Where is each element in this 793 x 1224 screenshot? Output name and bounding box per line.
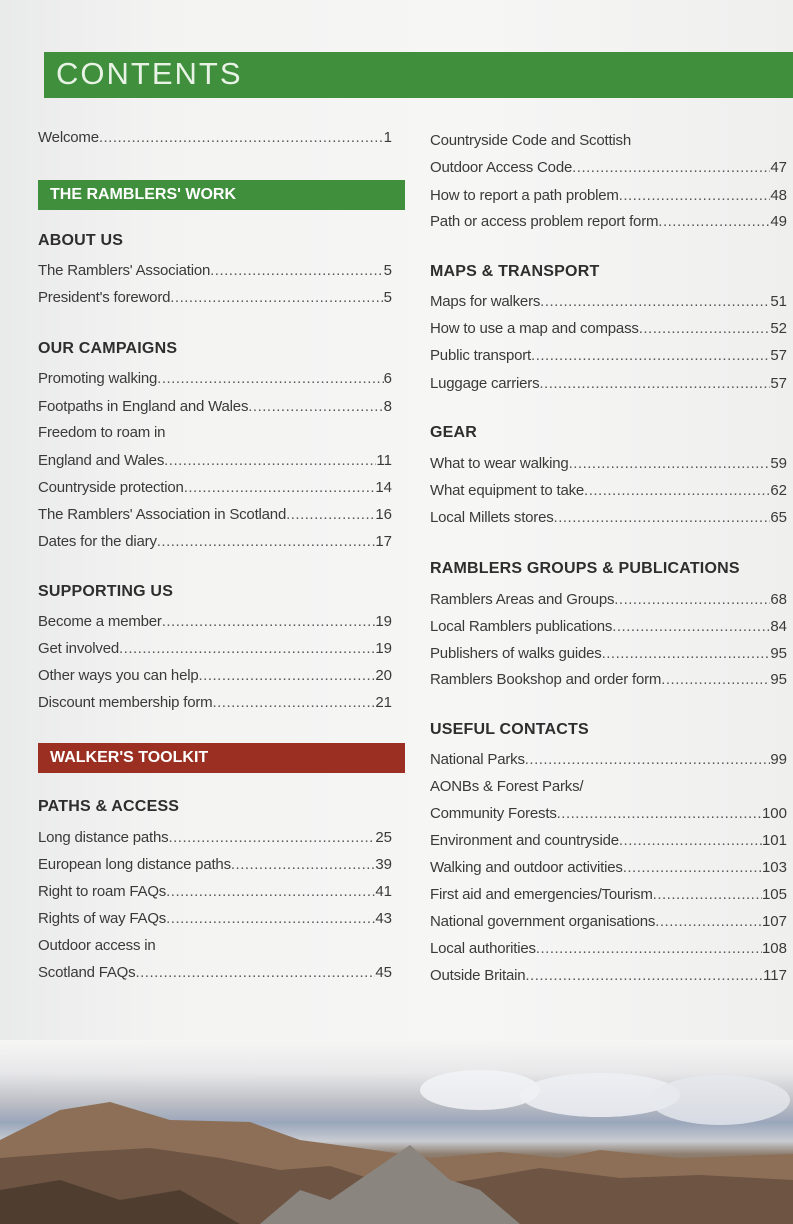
- toc-entry[interactable]: [38, 530, 392, 554]
- toc-entry-title: Ramblers Areas and Groups: [430, 591, 615, 608]
- toc-entry[interactable]: [430, 210, 787, 234]
- toc-page-number: 48: [770, 187, 787, 204]
- dot-leader: [539, 372, 770, 396]
- toc-page-number: 6: [383, 370, 392, 387]
- dot-leader: [157, 367, 384, 391]
- toc-page-number: 8: [383, 398, 392, 415]
- toc-entry[interactable]: [38, 449, 392, 473]
- toc-entry[interactable]: [38, 286, 392, 310]
- toc-page-number: 105: [761, 886, 787, 903]
- toc-page-number: 107: [761, 913, 787, 930]
- toc-page-number: 11: [376, 452, 392, 469]
- dot-leader: [557, 802, 762, 826]
- dot-leader: [569, 452, 771, 476]
- toc-entry-title: Walking and outdoor activities: [430, 859, 623, 876]
- toc-entry[interactable]: [430, 615, 787, 639]
- toc-entry-title: Publishers of walks guides: [430, 645, 602, 662]
- toc-entry-title: Freedom to roam in: [38, 424, 166, 441]
- dot-leader: [612, 615, 770, 639]
- toc-entry[interactable]: [38, 421, 392, 445]
- dot-leader: [658, 210, 770, 234]
- dot-leader: [162, 610, 376, 634]
- section-heading-ramblers-groups-publications: RAMBLERS GROUPS & PUBLICATIONS: [430, 560, 740, 577]
- toc-entry[interactable]: [38, 664, 392, 688]
- toc-entry-title: How to report a path problem: [430, 187, 619, 204]
- dot-leader: [619, 829, 762, 853]
- toc-entry-title: The Ramblers' Association: [38, 262, 211, 279]
- dot-leader: [525, 748, 771, 772]
- toc-entry-title: European long distance paths: [38, 856, 231, 873]
- toc-page-number: 51: [770, 293, 787, 310]
- dot-leader: [554, 506, 771, 530]
- toc-page-number: 20: [375, 667, 392, 684]
- toc-entry-title: How to use a map and compass: [430, 320, 639, 337]
- toc-page-number: 52: [770, 320, 787, 337]
- dot-leader: [614, 588, 770, 612]
- toc-entry[interactable]: [430, 748, 787, 772]
- toc-entry[interactable]: [430, 856, 787, 880]
- toc-entry[interactable]: [38, 853, 392, 877]
- page-title: CONTENTS: [56, 56, 243, 91]
- toc-page-number: 95: [770, 645, 787, 662]
- dot-leader: [157, 530, 376, 554]
- toc-entry-title: Environment and countryside: [430, 832, 619, 849]
- toc-entry-title: First aid and emergencies/Tourism: [430, 886, 653, 903]
- dot-leader: [531, 344, 770, 368]
- toc-entry-title: Welcome: [38, 129, 99, 146]
- toc-entry-title: The Ramblers' Association in Scotland: [38, 506, 287, 523]
- toc-entry[interactable]: [38, 476, 392, 500]
- toc-entry-title: Promoting walking: [38, 370, 158, 387]
- toc-entry[interactable]: [430, 829, 787, 853]
- toc-page-number: 49: [770, 213, 787, 230]
- toc-entry[interactable]: [430, 344, 787, 368]
- section-heading-paths-access: PATHS & ACCESS: [38, 798, 180, 815]
- toc-page-number: 57: [770, 347, 787, 364]
- toc-page-number: 5: [383, 289, 392, 306]
- toc-page-number: 25: [375, 829, 392, 846]
- toc-entry[interactable]: [38, 880, 392, 904]
- dot-leader: [286, 503, 375, 527]
- toc-entry-title: Discount membership form: [38, 694, 213, 711]
- toc-entry-title: National government organisations: [430, 913, 656, 930]
- dot-leader: [540, 290, 770, 314]
- toc-entry-title: Long distance paths: [38, 829, 169, 846]
- toc-page-number: 1: [383, 129, 392, 146]
- toc-page-number: 117: [763, 967, 787, 984]
- toc-entry-title: National Parks: [430, 751, 525, 768]
- toc-entry-title: Local authorities: [430, 940, 536, 957]
- toc-entry-title: Public transport: [430, 347, 532, 364]
- toc-entry[interactable]: [38, 637, 392, 661]
- section-heading-our-campaigns: OUR CAMPAIGNS: [38, 340, 178, 357]
- toc-page-number: 16: [375, 506, 392, 523]
- dot-leader: [619, 184, 771, 208]
- dot-leader: [639, 317, 771, 341]
- toc-entry-title: Path or access problem report form: [430, 213, 659, 230]
- mountain-illustration: [0, 1040, 793, 1224]
- toc-page-number: 100: [761, 805, 787, 822]
- toc-entry-title: Become a member: [38, 613, 162, 630]
- section-heading-gear: GEAR: [430, 424, 478, 441]
- toc-entry-title: Community Forests: [430, 805, 557, 822]
- toc-entry[interactable]: [430, 129, 787, 153]
- toc-entry-title: Get involved: [38, 640, 119, 657]
- dot-leader: [655, 910, 762, 934]
- toc-page-number: 21: [375, 694, 392, 711]
- toc-entry-title: Outside Britain: [430, 967, 526, 984]
- toc-page-number: 68: [770, 591, 787, 608]
- dot-leader: [572, 156, 770, 180]
- dot-leader: [212, 691, 375, 715]
- dot-leader: [99, 126, 384, 150]
- dot-leader: [135, 961, 375, 985]
- toc-page-number: 57: [770, 375, 787, 392]
- toc-entry-title: Rights of way FAQs: [38, 910, 167, 927]
- dot-leader: [525, 964, 763, 988]
- toc-page-number: 108: [761, 940, 787, 957]
- toc-entry[interactable]: [430, 910, 787, 934]
- toc-entry[interactable]: [430, 883, 787, 907]
- section-heading-about-us: ABOUT US: [38, 232, 124, 249]
- dot-leader: [119, 637, 375, 661]
- section-heading-supporting-us: SUPPORTING US: [38, 583, 174, 600]
- toc-page-number: 84: [770, 618, 787, 635]
- toc-entry-title: AONBs & Forest Parks/: [430, 778, 584, 795]
- dot-leader: [661, 668, 770, 692]
- toc-entry[interactable]: [38, 934, 392, 958]
- toc-entry[interactable]: [430, 802, 787, 826]
- dot-leader: [210, 259, 384, 283]
- toc-entry[interactable]: [38, 610, 392, 634]
- toc-entry[interactable]: [430, 668, 787, 692]
- toc-entry-title: Countryside protection: [38, 479, 184, 496]
- toc-page-number: 103: [761, 859, 787, 876]
- toc-entry[interactable]: [38, 826, 392, 850]
- toc-page-number: 41: [375, 883, 392, 900]
- toc-entry-title: Maps for walkers: [430, 293, 541, 310]
- toc-page-number: 17: [375, 533, 392, 550]
- dot-leader: [584, 479, 770, 503]
- toc-entry[interactable]: [430, 775, 787, 799]
- toc-entry[interactable]: [38, 503, 392, 527]
- section-banner-walker-s-toolkit: WALKER'S TOOLKIT: [38, 743, 405, 773]
- dot-leader: [602, 642, 771, 666]
- toc-entry[interactable]: [430, 372, 787, 396]
- toc-entry[interactable]: [38, 259, 392, 283]
- toc-entry[interactable]: [430, 184, 787, 208]
- toc-entry-title: Outdoor access in: [38, 937, 156, 954]
- toc-page-number: 62: [770, 482, 787, 499]
- toc-entry-title: Local Millets stores: [430, 509, 554, 526]
- toc-entry[interactable]: [430, 506, 787, 530]
- dot-leader: [166, 880, 375, 904]
- toc-page-number: 19: [375, 613, 392, 630]
- toc-entry-title: Outdoor Access Code: [430, 159, 573, 176]
- toc-entry-title: Ramblers Bookshop and order form: [430, 671, 662, 688]
- toc-entry-title: Local Ramblers publications: [430, 618, 613, 635]
- toc-page-number: 14: [375, 479, 392, 496]
- dot-leader: [170, 286, 383, 310]
- toc-entry[interactable]: [430, 937, 787, 961]
- toc-entry-title: Footpaths in England and Wales: [38, 398, 249, 415]
- toc-entry-title: England and Wales: [38, 452, 165, 469]
- toc-entry[interactable]: [38, 961, 392, 985]
- toc-page-number: 59: [770, 455, 787, 472]
- dot-leader: [164, 449, 376, 473]
- toc-page-number: 99: [770, 751, 787, 768]
- dot-leader: [231, 853, 375, 877]
- dot-leader: [166, 907, 375, 931]
- toc-entry-title: Scotland FAQs: [38, 964, 136, 981]
- toc-page-number: 43: [375, 910, 392, 927]
- toc-entry[interactable]: [430, 156, 787, 180]
- dot-leader: [536, 937, 762, 961]
- dot-leader: [168, 826, 375, 850]
- toc-entry[interactable]: [38, 126, 392, 150]
- toc-page-number: 39: [375, 856, 392, 873]
- toc-entry-title: Luggage carriers: [430, 375, 540, 392]
- contents-title-bar: [44, 52, 793, 98]
- toc-entry-title: Other ways you can help: [38, 667, 199, 684]
- toc-page-number: 95: [770, 671, 787, 688]
- toc-entry[interactable]: [430, 452, 787, 476]
- toc-entry[interactable]: [38, 907, 392, 931]
- toc-entry-title: Dates for the diary: [38, 533, 157, 550]
- dot-leader: [623, 856, 762, 880]
- toc-entry-title: Countryside Code and Scottish: [430, 132, 631, 149]
- section-heading-maps-transport: MAPS & TRANSPORT: [430, 263, 600, 280]
- toc-page-number: 101: [761, 832, 787, 849]
- section-heading-useful-contacts: USEFUL CONTACTS: [430, 721, 589, 738]
- toc-page-number: 19: [375, 640, 392, 657]
- toc-entry[interactable]: [38, 367, 392, 391]
- toc-page-number: 5: [383, 262, 392, 279]
- toc-page-number: 45: [375, 964, 392, 981]
- toc-entry[interactable]: [430, 290, 787, 314]
- toc-entry[interactable]: [38, 691, 392, 715]
- dot-leader: [184, 476, 376, 500]
- toc-entry-title: Right to roam FAQs: [38, 883, 167, 900]
- toc-entry[interactable]: [430, 317, 787, 341]
- toc-entry-title: President's foreword: [38, 289, 171, 306]
- toc-entry-title: What equipment to take: [430, 482, 585, 499]
- mountain-landscape-photo: [0, 1040, 793, 1224]
- toc-entry[interactable]: [38, 395, 392, 419]
- dot-leader: [248, 395, 383, 419]
- toc-page-number: 47: [770, 159, 787, 176]
- toc-entry[interactable]: [430, 964, 787, 988]
- toc-entry[interactable]: [430, 642, 787, 666]
- section-banner-the-ramblers-work: THE RAMBLERS' WORK: [38, 180, 405, 210]
- toc-page-number: 65: [770, 509, 787, 526]
- toc-entry[interactable]: [430, 588, 787, 612]
- toc-entry-title: What to wear walking: [430, 455, 569, 472]
- dot-leader: [199, 664, 376, 688]
- toc-entry[interactable]: [430, 479, 787, 503]
- dot-leader: [653, 883, 762, 907]
